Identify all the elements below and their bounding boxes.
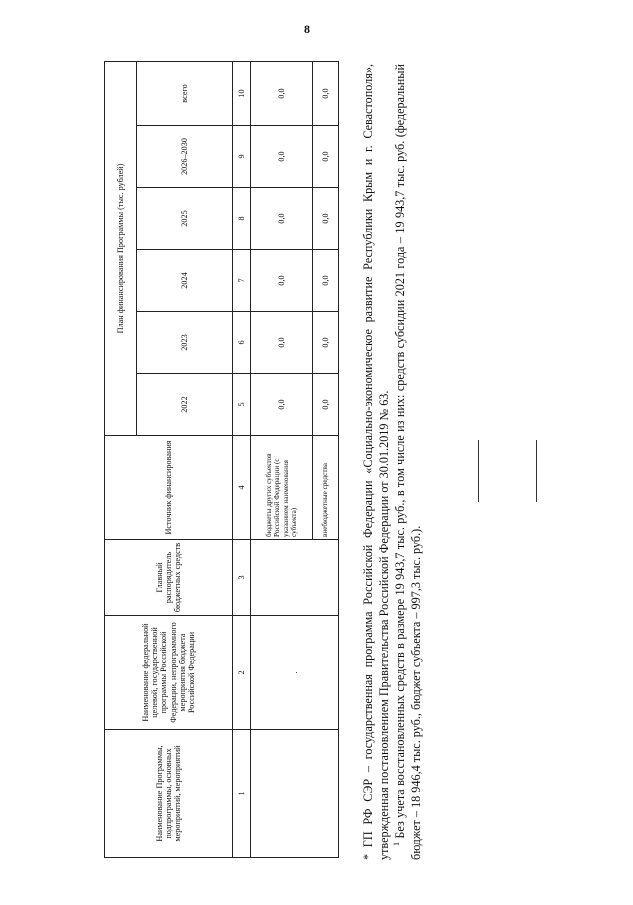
cell-value: 0,0 xyxy=(313,250,339,312)
cell-value: 0,0 xyxy=(313,312,339,374)
column-number: 7 xyxy=(233,250,251,312)
column-number: 5 xyxy=(233,374,251,436)
column-number: 2 xyxy=(233,616,251,730)
cell-source: внебюджетные средства xyxy=(313,436,339,540)
page-number: 8 xyxy=(304,22,310,36)
header-federal-program: Наименование федеральной целевой, государственной программы Российской Федерации, непрограммного мероприятия бюджета Российской Федерации xyxy=(105,616,233,730)
column-number: 6 xyxy=(233,312,251,374)
header-total: всего xyxy=(137,61,233,125)
header-program-name: Наименование Программы, подпрограммы, основных мероприятий, мероприятий xyxy=(105,730,233,858)
cell-value: 0,0 xyxy=(313,188,339,250)
cell-manager xyxy=(251,540,339,616)
column-number: 9 xyxy=(233,126,251,188)
cell-value: 0,0 xyxy=(251,126,313,188)
cell-value: 0,0 xyxy=(313,126,339,188)
landscape-content xyxy=(104,60,494,860)
cell-value: 0,0 xyxy=(313,61,339,125)
financing-table xyxy=(104,61,339,858)
cell-program-name xyxy=(251,730,339,858)
column-number: 1 xyxy=(233,730,251,858)
cell-value: 0,0 xyxy=(313,374,339,436)
header-year: 2026–2030 xyxy=(137,126,233,188)
cell-value: 0,0 xyxy=(251,61,313,125)
header-year: 2023 xyxy=(137,312,233,374)
cell-source: бюджеты других субъектов Российской Федерации (с указанием наименования субъекта) xyxy=(251,436,313,540)
column-number: 8 xyxy=(233,188,251,250)
header-plan: План финансирования Программы (тыс. рублей) xyxy=(105,61,137,435)
footnote-1-marker: 1 xyxy=(392,842,402,846)
footnote-1-text: Без учета восстановленных средств в размере 19 943,7 тыс. руб., в том числе из них: средств субсидии 2021 года – 19 943,7 тыс. руб. (федеральный бюджет – 18 946,4 тыс. руб., бюджет субъекта – 997,3 тыс. руб.). xyxy=(393,64,424,860)
column-number: 10 xyxy=(233,61,251,125)
end-rule xyxy=(478,440,479,502)
cell-value: 0,0 xyxy=(251,374,313,436)
header-year: 2025 xyxy=(137,188,233,250)
cell-federal-program: . xyxy=(251,616,339,730)
header-year: 2022 xyxy=(137,374,233,436)
end-rule xyxy=(536,440,537,502)
header-source: Источник финансирования xyxy=(105,436,233,540)
header-manager: Главный распорядитель бюджетных средств xyxy=(105,540,233,616)
footnote-1 xyxy=(392,64,424,860)
footnotes xyxy=(360,64,424,860)
column-number: 4 xyxy=(233,436,251,540)
footnote-asterisk: * ГП РФ СЭР – государственная программа Российской Федерации «Социально-экономическое развитие Республики Крым и г. Севастополя», утвержденная постановлением Правительства Российской Федерации от 30.01.2019 № 63. xyxy=(361,64,392,860)
header-year: 2024 xyxy=(137,250,233,312)
cell-value: 0,0 xyxy=(251,250,313,312)
cell-value: 0,0 xyxy=(251,188,313,250)
cell-value: 0,0 xyxy=(251,312,313,374)
column-number: 3 xyxy=(233,540,251,616)
